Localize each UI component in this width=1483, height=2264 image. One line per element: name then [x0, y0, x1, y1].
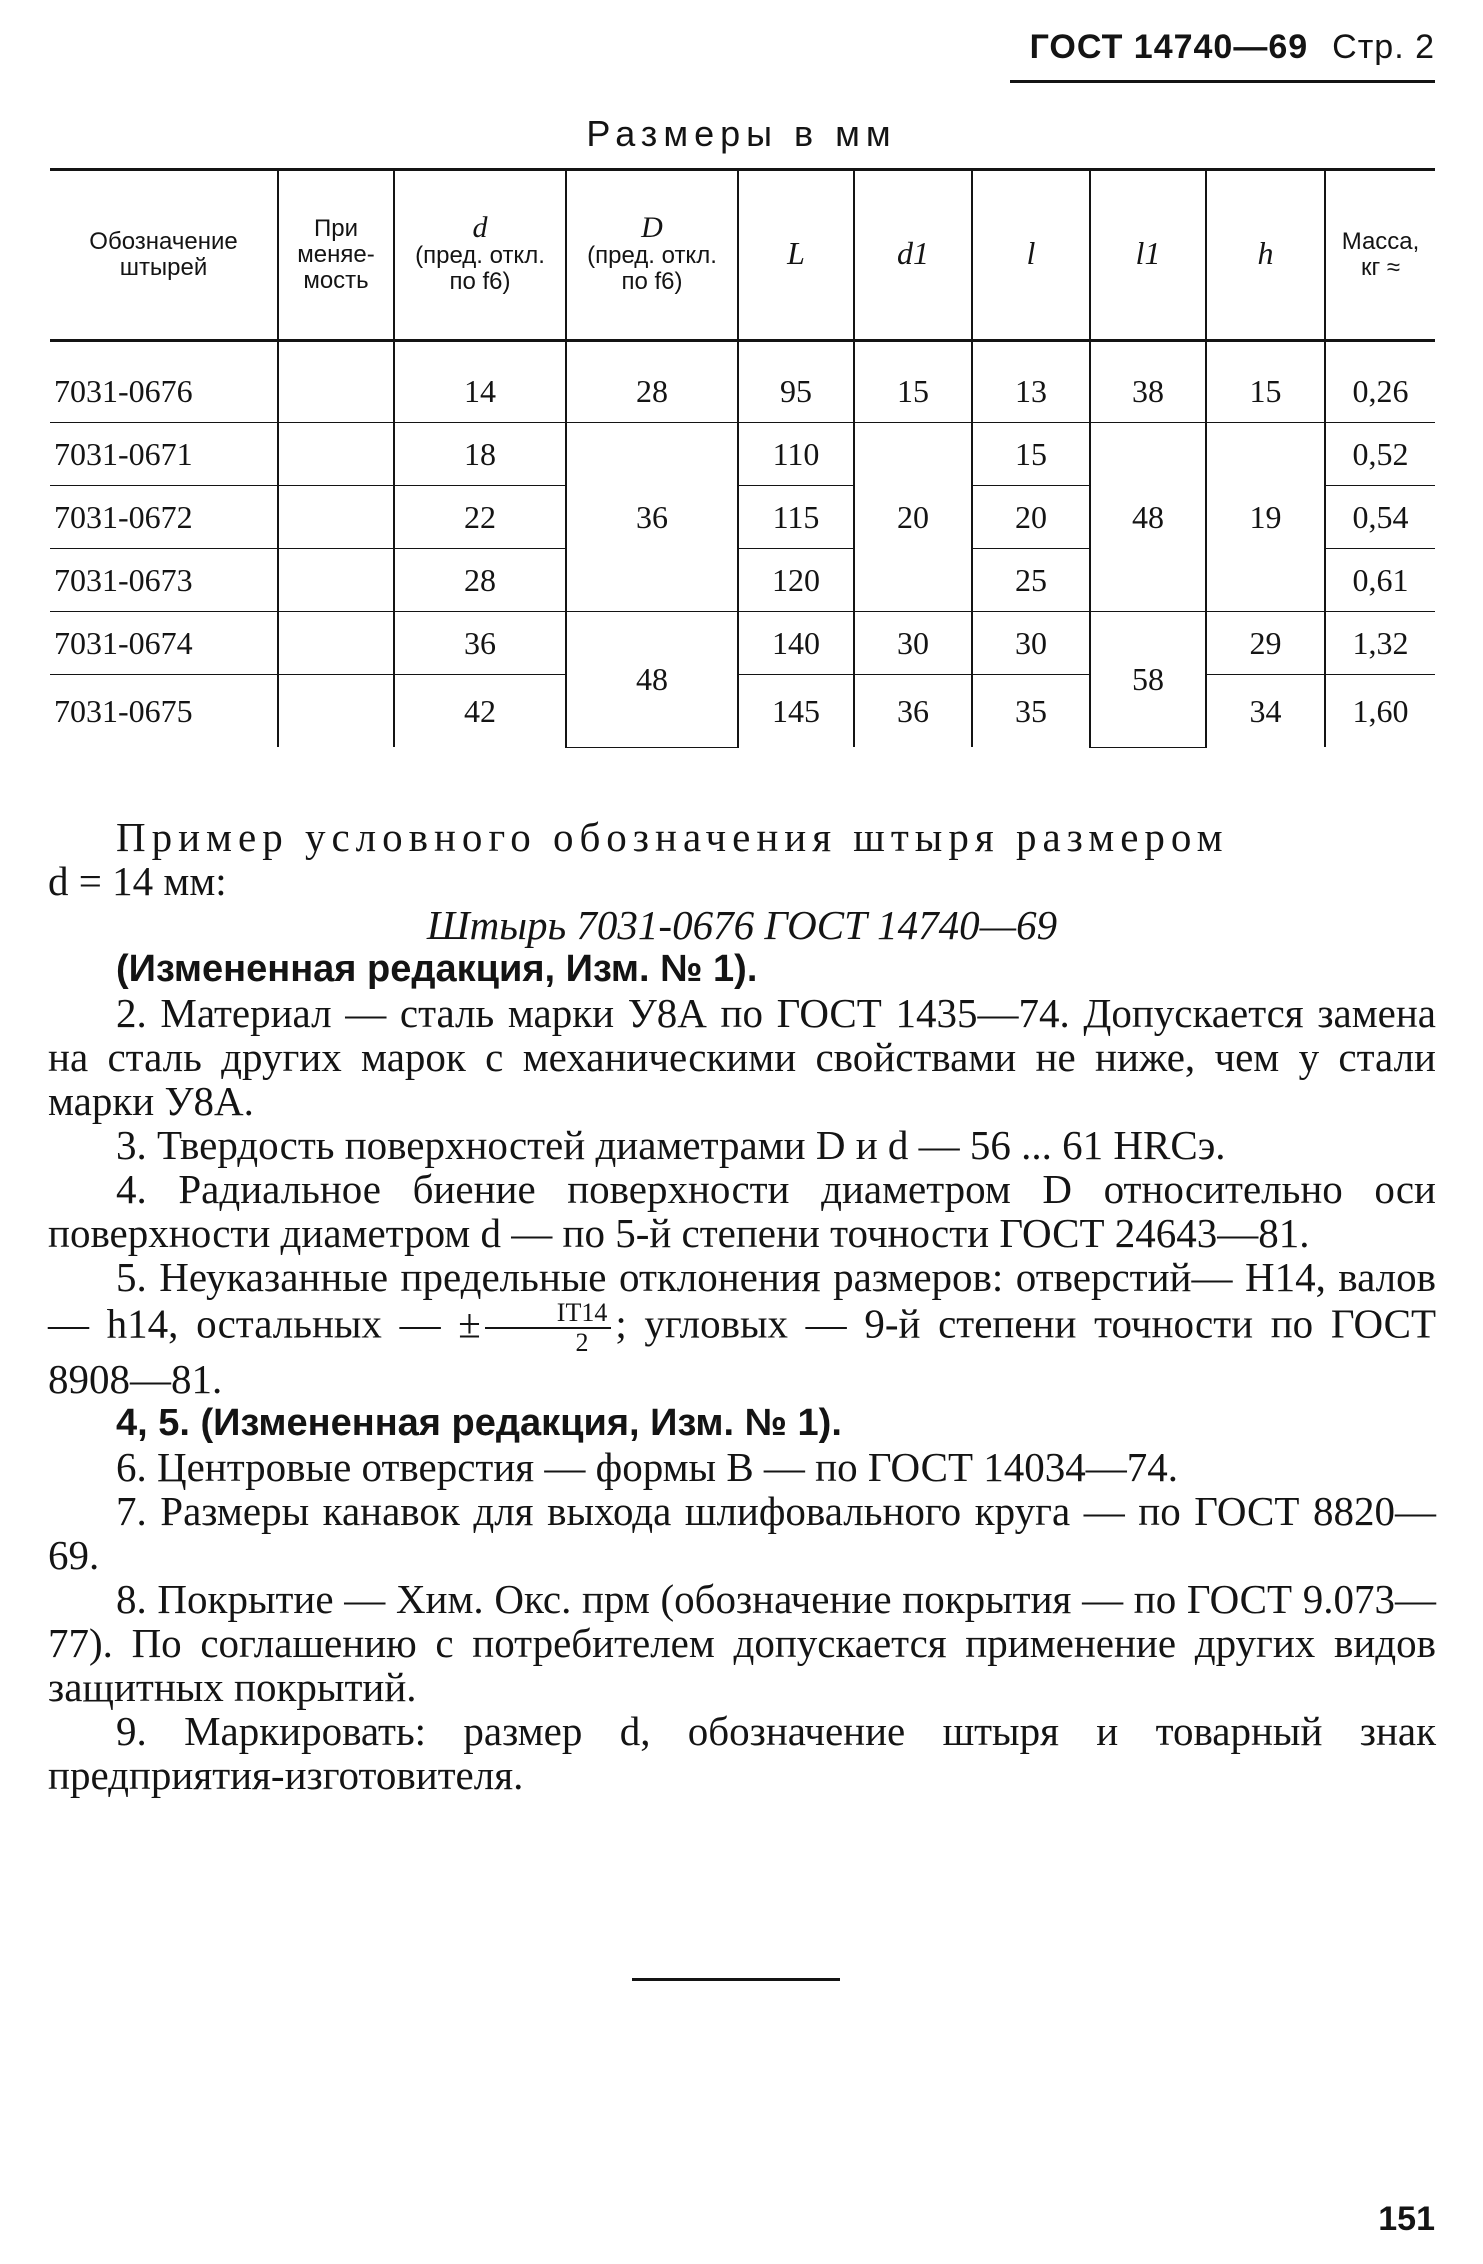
- cell-l: 35: [972, 675, 1090, 748]
- col-header-h: [1206, 170, 1325, 341]
- cell-applicability: [278, 612, 394, 675]
- cell-d1: 20: [854, 423, 972, 612]
- cell-h: 34: [1206, 675, 1325, 748]
- page-label: Стр. 2: [1332, 28, 1435, 66]
- col-header-l1: [1090, 170, 1206, 341]
- table-row: [50, 612, 1435, 675]
- table-caption: Размеры в мм: [586, 113, 897, 154]
- cell-d: 14: [394, 341, 566, 423]
- cell-applicability: [278, 486, 394, 549]
- amendment-note-1: (Измененная редакция, Изм. № 1).: [116, 948, 758, 990]
- cell-L: 110: [738, 423, 854, 486]
- cell-L: 115: [738, 486, 854, 549]
- clause-8: 8. Покрытие — Хим. Окс. прм (обозначение покрытия — по ГОСТ 9.073—77). По соглашению с потребителем допускается применение других видов защитных покрытий.: [48, 1576, 1436, 1710]
- cell-applicability: [278, 341, 394, 423]
- clause-2: 2. Материал — сталь марки У8А по ГОСТ 1435—74. Допускается замена на сталь других марок с механическими свойствами не ниже, чем у стали марки У8А.: [48, 990, 1436, 1124]
- col-header-d-symbol: d: [472, 211, 488, 244]
- amendment-note-45: 4, 5. (Измененная редакция, Изм. № 1).: [116, 1402, 842, 1444]
- clause-5-part-b: ; угловых — 9-й степени точности по ГОСТ 8908—81.: [48, 1300, 1437, 1402]
- clause-6: 6. Центровые отверстия — формы В — по ГОСТ 14034—74.: [116, 1444, 1179, 1490]
- table-row: [50, 423, 1435, 486]
- cell-applicability: [278, 549, 394, 612]
- example-continuation: d = 14 мм:: [48, 858, 227, 904]
- fraction-denominator: 2: [575, 1328, 589, 1357]
- col-header-D-note: (пред. откл. по f6): [587, 242, 717, 295]
- cell-mass: 1,32: [1325, 612, 1435, 675]
- table-row: [50, 675, 1435, 748]
- cell-L: 145: [738, 675, 854, 748]
- cell-l1: 38: [1090, 341, 1206, 423]
- cell-l: 15: [972, 423, 1090, 486]
- cell-d: 22: [394, 486, 566, 549]
- cell-d: 18: [394, 423, 566, 486]
- cell-D: 36: [566, 423, 738, 612]
- col-header-applicability: При меняе- мость: [278, 170, 394, 341]
- cell-D: 48: [566, 612, 738, 748]
- clause-4: 4. Радиальное биение поверхности диаметром D относительно оси поверхности диаметром d — по 5-й степени точности ГОСТ 24643—81.: [48, 1166, 1436, 1256]
- col-header-d-note: (пред. откл. по f6): [415, 242, 545, 295]
- cell-mass: 0,26: [1325, 341, 1435, 423]
- header-rule: [1010, 80, 1435, 83]
- dimensions-table-wrapper: [50, 168, 1435, 748]
- table-row: [50, 341, 1435, 423]
- col-header-designation: Обозначение штырей: [50, 170, 278, 341]
- cell-designation: 7031-0671: [50, 423, 278, 486]
- cell-h: 19: [1206, 423, 1325, 612]
- cell-L: 140: [738, 612, 854, 675]
- page-number: 151: [1378, 2200, 1435, 2238]
- cell-d1: 30: [854, 612, 972, 675]
- tolerance-fraction: [485, 1299, 612, 1357]
- example-heading: Пример условного обозначения штыря размером: [116, 814, 1229, 860]
- col-header-d1: [854, 170, 972, 341]
- body-text: [48, 815, 1436, 1797]
- dimensions-table: [50, 168, 1435, 748]
- standard-number: ГОСТ 14740—69: [1029, 28, 1309, 66]
- cell-L: 120: [738, 549, 854, 612]
- cell-d: 36: [394, 612, 566, 675]
- cell-applicability: [278, 423, 394, 486]
- col-header-l: [972, 170, 1090, 341]
- cell-mass: 0,61: [1325, 549, 1435, 612]
- cell-h: 15: [1206, 341, 1325, 423]
- col-header-d1-symbol: d1: [897, 235, 929, 271]
- col-header-L: [738, 170, 854, 341]
- cell-designation: 7031-0675: [54, 692, 193, 729]
- table-header-row: [50, 170, 1435, 341]
- end-rule: [632, 1978, 840, 1981]
- cell-d: 28: [394, 549, 566, 612]
- cell-L: 95: [738, 341, 854, 423]
- clause-3: 3. Твердость поверхностей диаметрами D и d — 56 ... 61 HRCэ.: [116, 1122, 1226, 1168]
- cell-mass: 0,52: [1325, 423, 1435, 486]
- col-header-h-symbol: h: [1257, 235, 1274, 271]
- cell-l: 13: [972, 341, 1090, 423]
- example-formula: Штырь 7031-0676 ГОСТ 14740—69: [426, 902, 1058, 948]
- clause-5-part-a: 5. Неуказанные предельные отклонения размеров: отверстий— H14, валов — h14, остальных — ±: [48, 1254, 1436, 1347]
- cell-d1: 36: [854, 675, 972, 748]
- clause-5: [48, 1255, 1436, 1401]
- cell-l: 20: [972, 486, 1090, 549]
- cell-designation: 7031-0674: [50, 612, 278, 675]
- col-header-D-symbol: D: [641, 211, 663, 244]
- cell-d: 42: [394, 675, 566, 748]
- clause-9: 9. Маркировать: размер d, обозначение штыря и товарный знак предприятия-изготовителя.: [48, 1708, 1436, 1798]
- cell-l: 25: [972, 549, 1090, 612]
- cell-l1: 48: [1090, 423, 1206, 612]
- cell-applicability: [278, 675, 394, 748]
- fraction-numerator: IT14: [485, 1299, 612, 1329]
- cell-designation: 7031-0673: [50, 549, 278, 612]
- clause-7: 7. Размеры канавок для выхода шлифовального круга — по ГОСТ 8820—69.: [48, 1488, 1436, 1578]
- col-header-mass: Масса, кг ≈: [1325, 170, 1435, 341]
- cell-designation: 7031-0672: [50, 486, 278, 549]
- cell-designation: 7031-0676: [50, 341, 278, 423]
- cell-d1: 15: [854, 341, 972, 423]
- col-header-l-symbol: l: [1026, 235, 1036, 271]
- col-header-L-symbol: L: [787, 235, 805, 271]
- cell-l1: 58: [1090, 612, 1206, 748]
- cell-D: 28: [566, 341, 738, 423]
- col-header-d: [394, 170, 566, 341]
- col-header-D: [566, 170, 738, 341]
- cell-mass: 1,60: [1325, 675, 1435, 748]
- cell-h: 29: [1206, 612, 1325, 675]
- cell-mass: 0,54: [1325, 486, 1435, 549]
- col-header-l1-symbol: l1: [1135, 235, 1161, 271]
- cell-l: 30: [972, 612, 1090, 675]
- running-header: [1030, 28, 1435, 67]
